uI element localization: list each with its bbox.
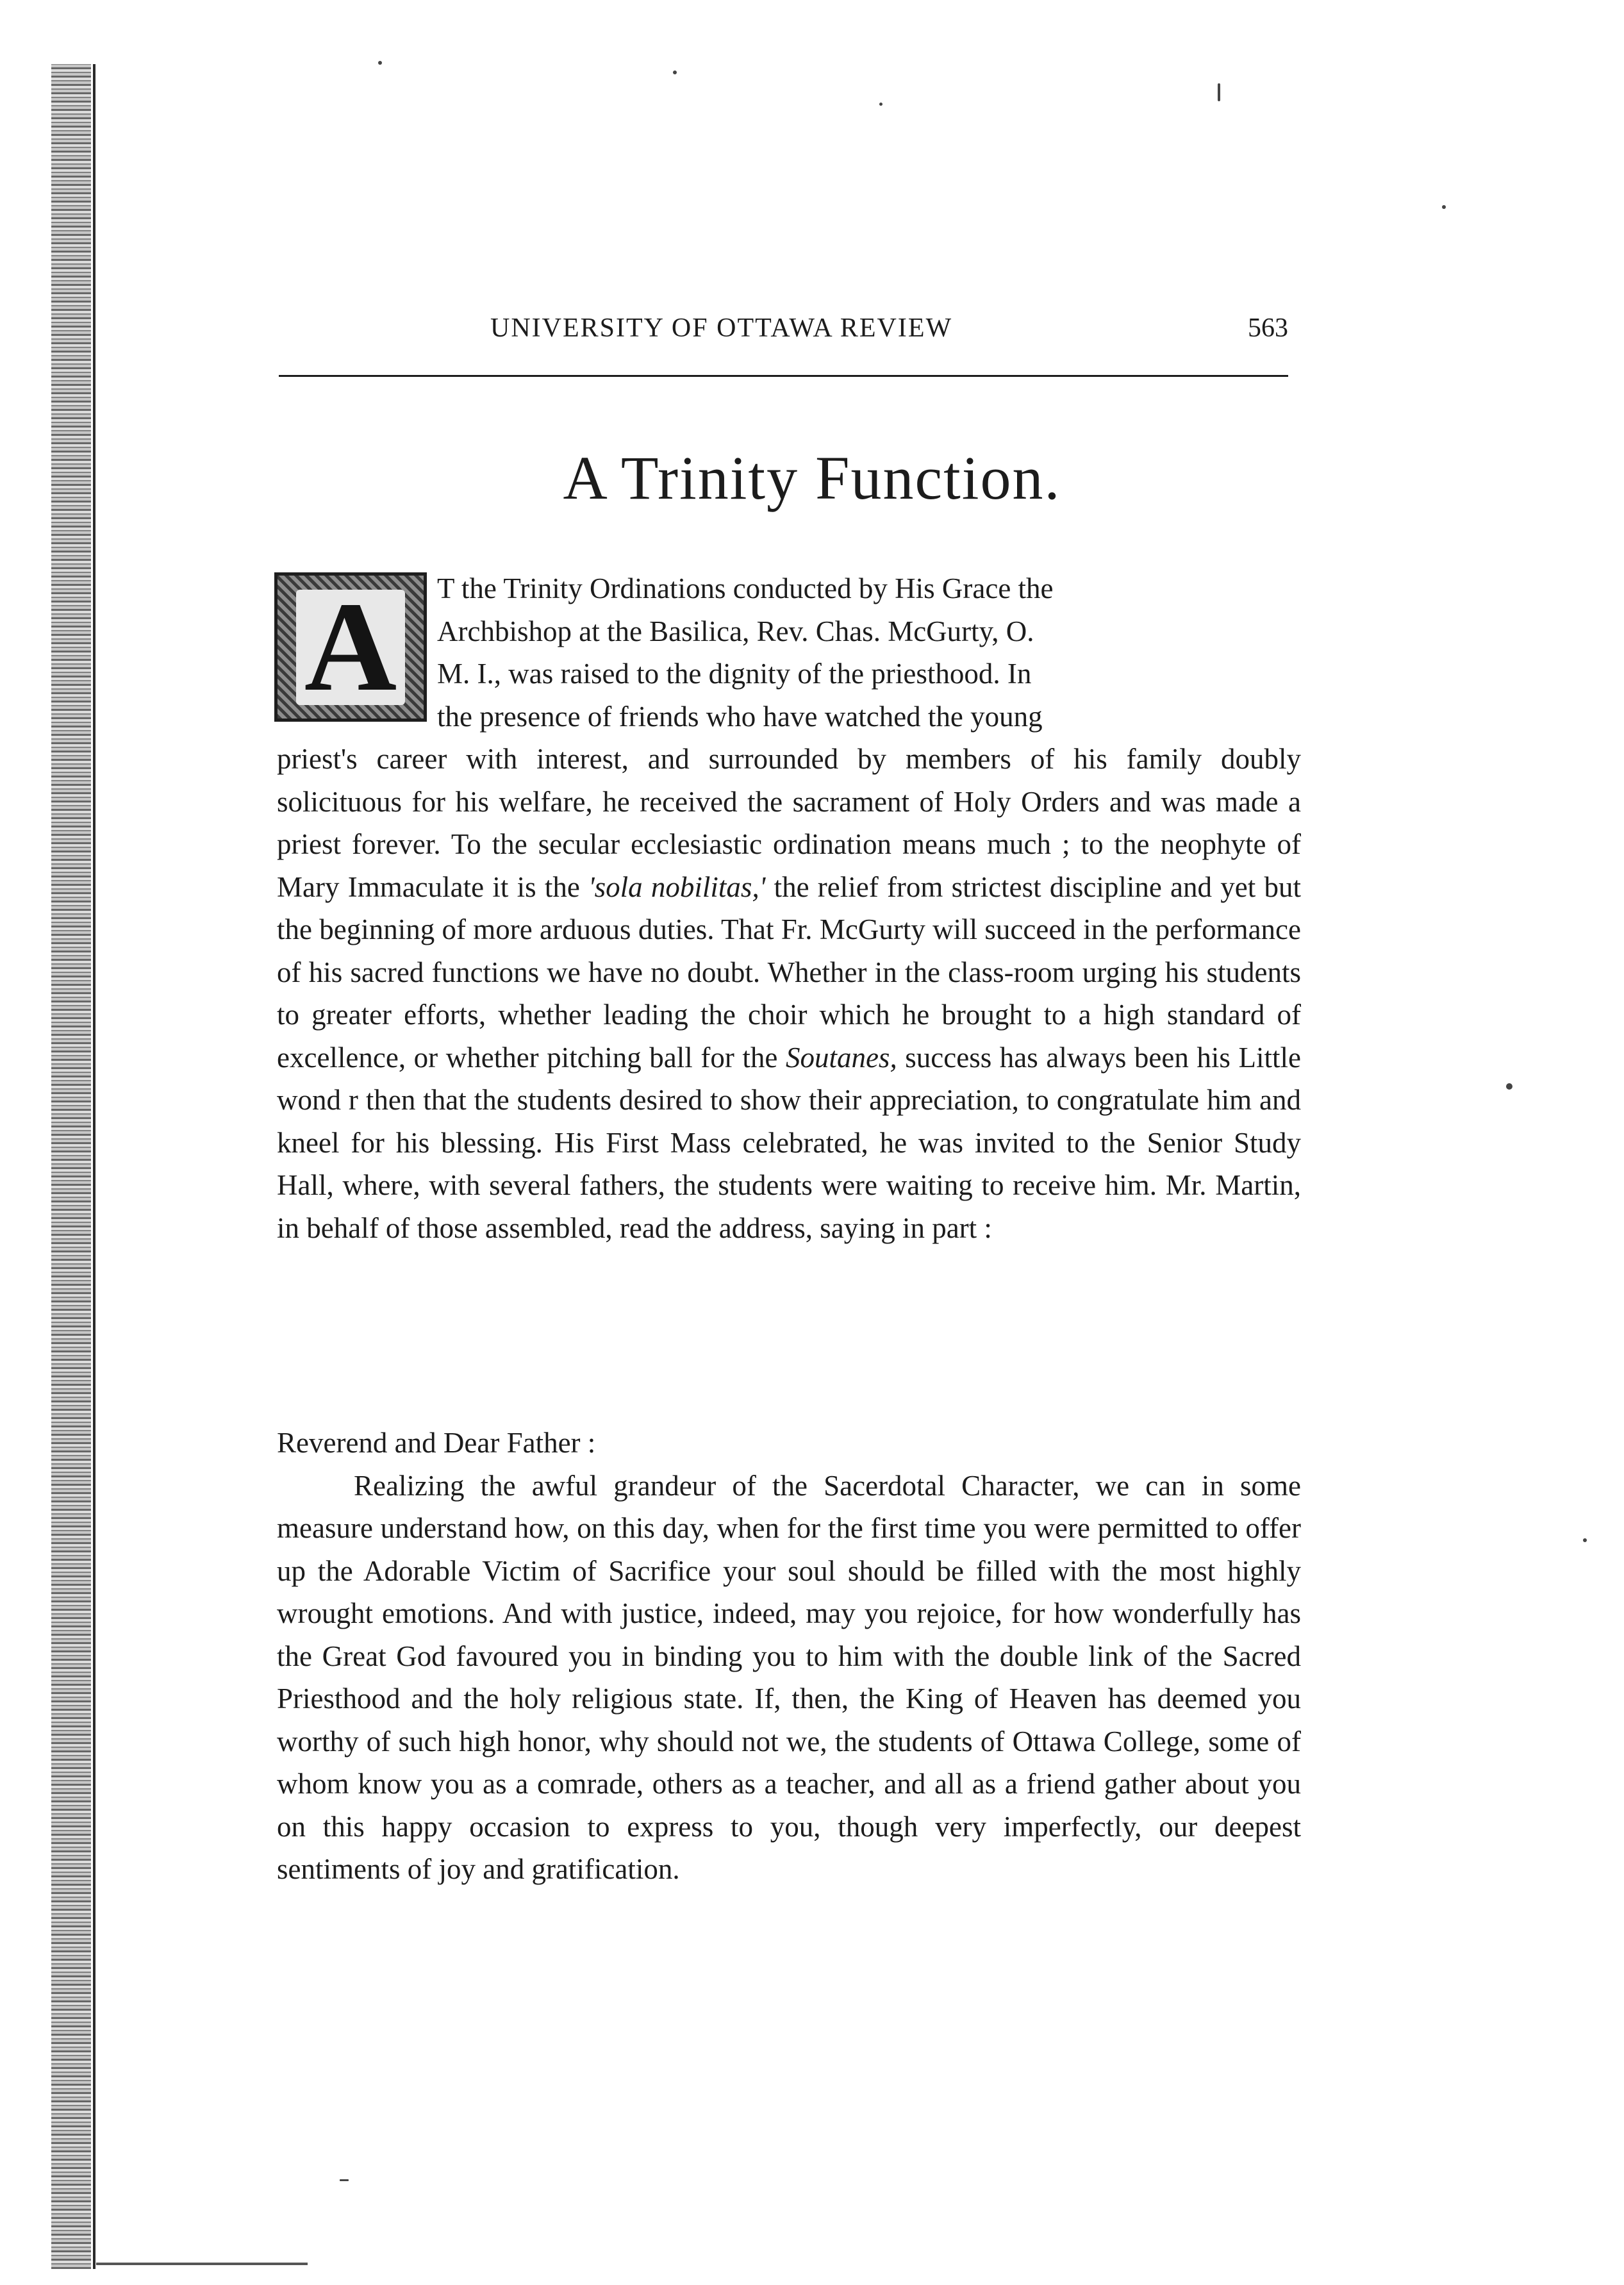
header-rule: [279, 375, 1288, 377]
paragraph-text: success has always been his Little wond r then that the students desired to show their appreciation, to congratulate him and kneel for his blessing. His First Mass celebrated, he was invited to the Senior Study Hall, where, with several fathers, the students were waiting to receive him. Mr. Martin, in behalf of those assembled, read the address, saying in part :: [277, 1041, 1301, 1244]
article-title: A Trinity Function.: [563, 444, 1061, 512]
paragraph-text: the relief from strictest discipline and yet but the beginning of more arduous duties. That Fr. McGurty will succeed in the performance of his sacred functions we have no doubt. Whether in the class-room urging his students to greater efforts, whether leading the choir which he brought to a high standard of excellence, or whether pitching ball for the: [277, 870, 1301, 1074]
scan-smudge: [96, 2263, 308, 2265]
dropcap-letter: A: [296, 590, 405, 705]
binding-shadow-line: [93, 64, 95, 2269]
scan-speck: [673, 71, 677, 74]
address-paragraph: Realizing the awful grandeur of the Sacerdotal Character, we can in some measure understand how, on this day, when for the first time you were permitted to offer up the Adorable Victim of Sacrifice your soul should be filled with the most highly wrought emotions. And with justice, indeed, may you rejoice, for how wonderfully has the Great God favoured you in binding you to him with the double link of the Sacred Priesthood and the holy religious state. If, then, the King of Heaven has deemed you worthy of such high honor, why should not we, the students of Ottawa College, some of whom know you as a comrade, others as a teacher, and all as a friend gather about you on this happy occasion to express to you, though very imperfectly, our deepest sentiments of joy and gratification.: [277, 1469, 1301, 1885]
article-body: [277, 567, 1301, 1249]
salutation: Reverend and Dear Father :: [277, 1427, 596, 1459]
line-beside-dropcap: Archbishop at the Basilica, Rev. Chas. McGurty, O.: [437, 615, 1034, 647]
line-beside-dropcap: the presence of friends who have watched the young: [437, 700, 1043, 733]
scan-speck: [340, 2179, 349, 2181]
latin-phrase: 'sola nobilitas,': [588, 870, 766, 903]
scan-speck: [879, 103, 882, 106]
paragraph: [277, 738, 1301, 1249]
scan-speck: [1506, 1083, 1512, 1090]
paragraph-text: priest's career with interest, and surrounded by members of his family doubly solicituous for his welfare, he received the sacrament of Holy Orders and was made a priest forever. To the secular ecclesiastic ordination means much ; to the neophyte of Mary Immaculate it is the: [277, 743, 1301, 903]
address-body: [277, 1422, 1301, 1891]
team-name: Soutanes,: [785, 1041, 897, 1074]
scan-speck: [378, 61, 382, 65]
scan-speck: [1583, 1538, 1587, 1542]
line-beside-dropcap: M. I., was raised to the dignity of the priesthood. In: [437, 658, 1032, 690]
running-head: UNIVERSITY OF OTTAWA REVIEW: [490, 313, 953, 343]
page-binding-edge: [51, 64, 91, 2269]
page-number: 563: [1248, 313, 1288, 343]
scan-speck: [1218, 83, 1220, 101]
scan-speck: [1442, 205, 1446, 209]
first-line: T the Trinity Ordinations conducted by His Grace the: [437, 572, 1054, 604]
page-header: [279, 313, 1288, 358]
